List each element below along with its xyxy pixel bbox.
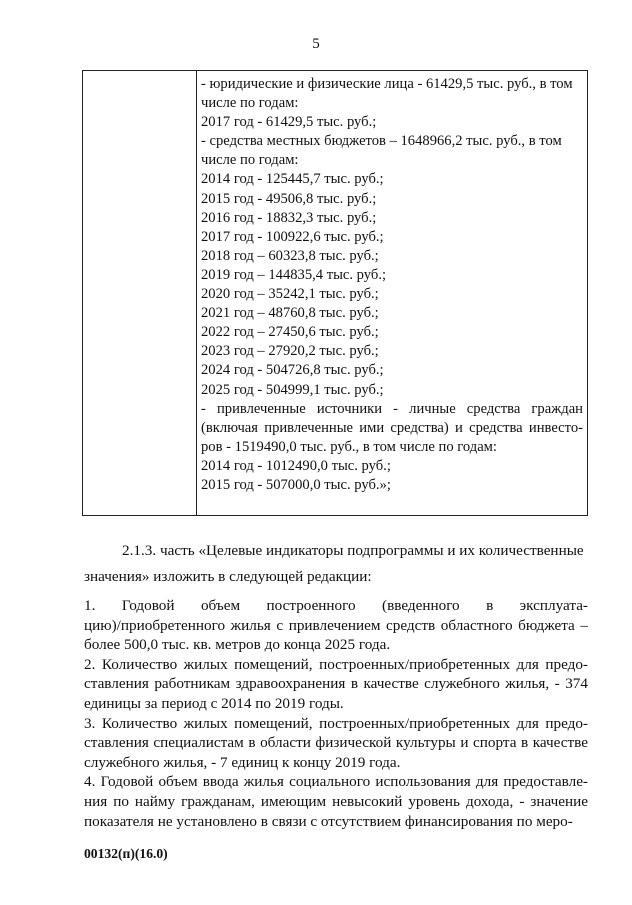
financing-table bbox=[82, 70, 588, 516]
table-line: 2021 год – 48760,8 тыс. руб.; bbox=[201, 305, 379, 322]
page-number: 5 bbox=[312, 36, 320, 52]
table-line: 2023 год – 27920,2 тыс. руб.; bbox=[201, 343, 379, 360]
indicator-list bbox=[84, 596, 588, 831]
table-line: числе по годам: bbox=[201, 95, 299, 112]
table-line: 2014 год - 1012490,0 тыс. руб.; bbox=[201, 457, 391, 474]
table-line: числе по годам: bbox=[201, 152, 299, 169]
table-line: 2018 год – 60323,8 тыс. руб.; bbox=[201, 247, 379, 264]
table-column-divider bbox=[196, 71, 197, 515]
table-line: 2015 год - 49506,8 тыс. руб.; bbox=[201, 190, 377, 207]
intro-line: значения» изложить в следующей редакции: bbox=[84, 568, 372, 585]
financing-cell bbox=[201, 75, 583, 495]
table-line: - юридические и физические лица - 61429,5 тыс. руб., в том bbox=[201, 76, 573, 92]
indicator-item-1-head: 1. Годовой объем построенного (введенного в эксплуата- bbox=[84, 597, 588, 614]
document-code: 00132(п)(16.0) bbox=[84, 846, 168, 861]
table-line: 2020 год – 35242,1 тыс. руб.; bbox=[201, 286, 379, 303]
table-line: 2025 год - 504999,1 тыс. руб.; bbox=[201, 381, 384, 398]
table-line: 2014 год - 125445,7 тыс. руб.; bbox=[201, 171, 384, 188]
table-line: 2024 год - 504726,8 тыс. руб.; bbox=[201, 362, 384, 379]
indicator-item-3: 3. Количество жилых помещений, построенных/приобретенных для предо-ставления специалистам в области физической культуры и спорта в качестве служебного жилья, - 7 единиц к концу 2019 года. bbox=[84, 714, 588, 771]
table-line: 2019 год – 144835,4 тыс. руб.; bbox=[201, 266, 387, 283]
table-line: 2015 год - 507000,0 тыс. руб.»; bbox=[201, 476, 391, 493]
table-line: 2017 год - 61429,5 тыс. руб.; bbox=[201, 114, 377, 131]
indicator-item-2: 2. Количество жилых помещений, построенных/приобретенных для предо-ставления работникам здравоохранения в качестве служебного жилья, - 374 единицы за период с 2014 по 2019 годы. bbox=[84, 655, 588, 712]
section-intro bbox=[84, 538, 588, 590]
table-line: 2017 год - 100922,6 тыс. руб.; bbox=[201, 228, 384, 245]
intro-line: 2.1.3. часть «Целевые индикаторы подпрограммы и их количественные bbox=[122, 542, 584, 559]
attracted-sources-text: - привлеченные источники - личные средства граждан (включая привлеченные ими средства) и средства инвесто-ров - 1519490,0 тыс. руб., в том числе по годам: bbox=[201, 400, 583, 455]
table-line: - средства местных бюджетов – 1648966,2 тыс. руб., в том bbox=[201, 133, 562, 150]
table-line: 2022 год – 27450,6 тыс. руб.; bbox=[201, 324, 379, 341]
indicator-item-4: 4. Годовой объем ввода жилья социального использования для предоставле-ния по найму гражданам, имеющим невысокий уровень дохода, - значение показателя не установлено в связи с отсутствием финансирования по меро- bbox=[84, 773, 588, 830]
table-line: 2016 год - 18832,3 тыс. руб.; bbox=[201, 209, 377, 226]
indicator-item-1-body: цию)/приобретенного жилья с привлечением средств областного бюджета – более 500,0 тыс. кв. метров до конца 2025 года. bbox=[84, 616, 588, 654]
